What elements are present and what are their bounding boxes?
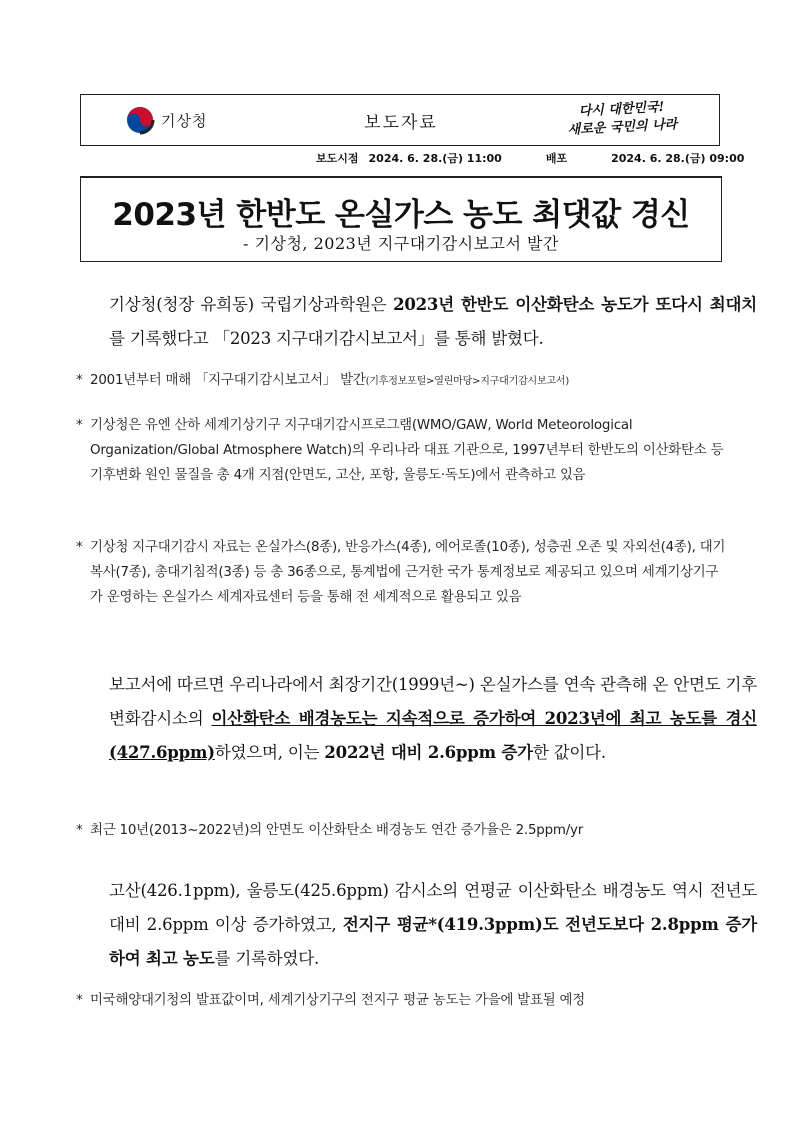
headline: 2023년 한반도 온실가스 농도 최댓값 경신 <box>112 197 690 233</box>
slogan <box>546 97 698 141</box>
title-box <box>80 176 722 262</box>
p3-text-2: 를 기록하였다. <box>214 949 320 968</box>
p2-bold-underlined: 이산화탄소 배경농도는 지속적으로 증가하여 2023년에 최고 농도를 경신(427.6ppm) <box>109 709 757 762</box>
release-time-value: 2024. 6. 28.(금) 11:00 <box>368 152 502 165</box>
p2-text-2: 하였으며, 이는 <box>214 743 325 762</box>
note-text: 2001년부터 매해 「지구대기감시보고서」 발간 <box>90 373 366 388</box>
slogan-line-1: 다시 대한민국! <box>578 99 665 120</box>
note-1 <box>76 368 726 394</box>
paragraph-1 <box>76 288 757 356</box>
paragraph-3 <box>76 874 757 976</box>
agency-name: 기상청 <box>161 112 208 130</box>
p3-text-1: 고산(426.1ppm), 울릉도(425.6ppm) 감시소의 연평균 이산화탄소 배경농도 역시 전년도 대비 2.6ppm 이상 증가하였고, <box>109 881 757 934</box>
p1-bold-1: 2023년 한반도 이산화탄소 농도가 또다시 최대치 <box>393 295 757 314</box>
note-mark: * <box>76 418 83 433</box>
note-2 <box>76 413 726 488</box>
note-mark: * <box>76 993 83 1008</box>
document-type-label: 보도자료 <box>364 113 438 133</box>
header-box <box>80 94 720 146</box>
note-text: 미국해양대기청의 발표값이며, 세계기상기구의 전지구 평균 농도는 가을에 발표될 예정 <box>90 993 585 1008</box>
subheadline: - 기상청, 2023년 지구대기감시보고서 발간 <box>243 234 559 253</box>
p2-bold-2: 2022년 대비 2.6ppm 증가 <box>324 743 533 762</box>
note-mark: * <box>76 373 83 388</box>
p2-text-3: 한 값이다. <box>532 743 606 762</box>
release-info <box>316 150 754 166</box>
note-text: 최근 10년(2013~2022년)의 안면도 이산화탄소 배경농도 연간 증가율은 2.5ppm/yr <box>90 823 584 838</box>
distribution-value: 2024. 6. 28.(금) 09:00 <box>611 152 745 165</box>
note-text: 기상청 지구대기감시 자료는 온실가스(8종), 반응가스(4종), 에어로졸(10종), 성층권 오존 및 자외선(4종), 대기복사(7종), 총대기침적(3종) 등 총 36종으로, 통계법에 근거한 국가 통계정보로 제공되고 있으며 세계기상기구가 운영하는 온실가스 세계자료센터 등을 통해 전 세계적으로 활용되고 있음 <box>90 540 726 605</box>
p1-text-1: 기상청(청장 유희동) 국립기상과학원은 <box>109 295 394 314</box>
note-text: 기상청은 유엔 산하 세계기상기구 지구대기감시프로그램(WMO/GAW, World Meteorological Organization/Global Atmosphere Watch)의 우리나라 대표 기관으로, 1997년부터 한반도의 이산화탄소 등 기후변화 원인 물질을 총 4개 지점(안면도, 고산, 포항, 울릉도·독도)에서 관측하고 있음 <box>90 418 724 483</box>
p2-text-1: 보고서에 따르면 우리나라에서 최장기간(1999년~) 온실가스를 연속 관측해 온 안면도 기후변화감시소의 <box>109 675 757 728</box>
note-3 <box>76 535 726 610</box>
taegeuk-emblem-icon <box>125 105 155 135</box>
note-mark: * <box>76 540 83 555</box>
release-time-label: 보도시점 <box>316 152 359 165</box>
note-5 <box>76 988 726 1013</box>
slogan-line-2: 새로운 국민의 나라 <box>567 117 678 138</box>
kma-logo <box>125 105 225 137</box>
note-mark: * <box>76 823 83 838</box>
note-path: (기후정보포털>열린마당>지구대기감시보고서) <box>365 376 570 387</box>
p3-bold-1: 전지구 평균*(419.3ppm)도 전년도보다 2.8ppm 증가하여 최고 농도 <box>109 915 757 968</box>
p1-text-2: 를 기록했다고 「2023 지구대기감시보고서」를 통해 밝혔다. <box>109 329 544 348</box>
distribution-label: 배포 <box>545 152 568 165</box>
paragraph-2 <box>76 668 757 770</box>
note-4 <box>76 818 726 843</box>
